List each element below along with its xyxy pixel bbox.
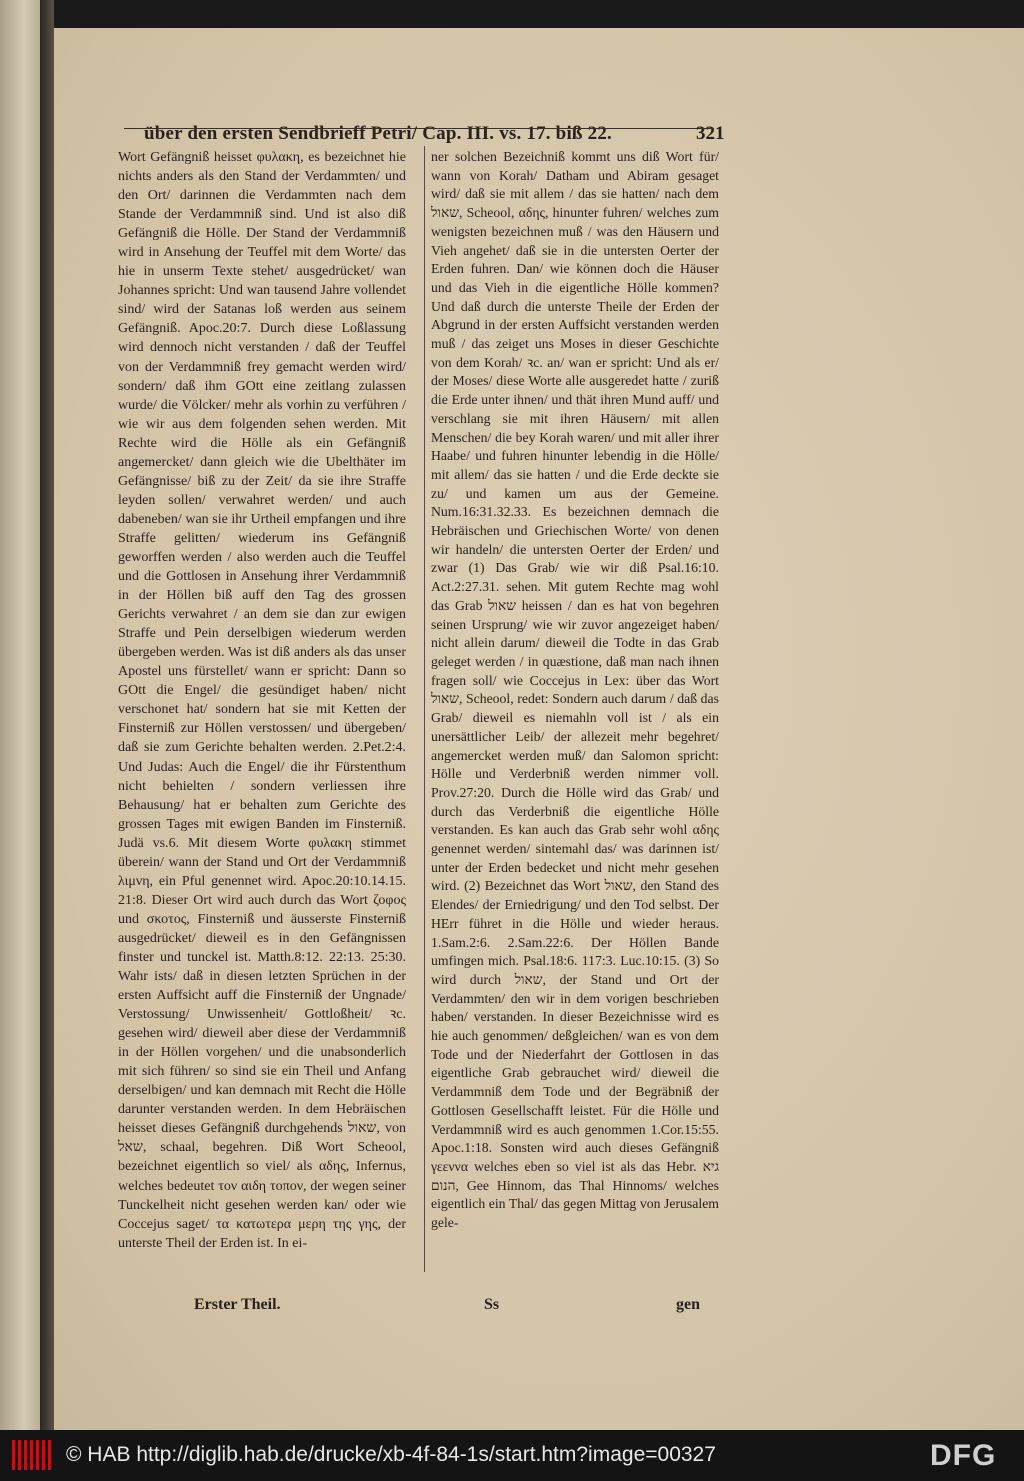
catchword-line xyxy=(54,1296,1024,1320)
catchword-right: gen xyxy=(676,1296,700,1313)
left-column-text: Wort Gefängniß heisset φυλακη, es bezeichnet hie nichts anders als den Stand der Verdammten/ und den Ort/ darinnen die Verdammten nach dem Stande der Verdammniß sind. Und ist also diß Gefängniß die Hölle. Der Stand der Verdammniß wird in Ansehung der Teuffel mit dem Worte/ das hie in unserm Texte stehet/ ausgedrücket/ wan Johannes spricht: Und wan tausend Jahre vollendet sind/ wird der Satanas loß werden aus seinem Gefängniß. Apoc.20:7. Durch diese Loßlassung wird dennoch nicht verstanden / daß der Teuffel von der Verdammniß frey gemacht werden wird/ sondern/ daß ihm GOtt eine zeitlang zulassen wurde/ die Völcker/ mehr als vorhin zu verführen / wie wir aus dem folgenden sehen werden. Mit Rechte wird die Hölle als ein Gefängniß angemercket/ dann gleich wie die Ubelthäter im Gefängnisse/ biß zu der Zeit/ da sie ihre Straffe leyden sollen/ verwahret werden/ und auch dabeneben/ wan sie ihr Urtheil empfangen und ihre Straffe gelitten/ wiederum ins Gefängniß geworffen werden / also werden auch die Teuffel und die Gottlosen in Ansehung ihrer Verdammniß in der Höllen biß auff den Tag des grossen Gerichts verwahret / an dem sie dan zur ewigen Straffe und Pein derselbigen wiederum werden übergeben werden. Was ist diß anders als das unser Apostel uns fürstellet/ wann er spricht: Dann so GOtt die Engel/ die gesündiget haben/ nicht verschonet hat/ sondern hat sie mit Ketten der Finsterniß zur Höllen verstossen/ und übergeben/ daß sie zum Gerichte behalten werden. 2.Pet.2:4. Und Judas: Auch die Engel/ die ihr Fürstenthum nicht behielten / sondern verliessen ihre Behausung/ hat er behalten zum Gerichte des grossen Tages mit ewigen Banden im Finsterniß. Judä vs.6. Mit diesem Worte φυλακη stimmet überein/ wann der Stand und Ort der Verdammniß λιμνη, ein Pful genennet wird. Apoc.20:10.14.15. 21:8. Dieser Ort wird auch durch das Wort ζοφος und σκοτος, Finsterniß und äusserste Finsterniß ausgedrücket/ dieweil es in den Gefängnissen finster und tunckel ist. Matth.8:12. 22:13. 25:30. Wahr ists/ daß in diesen letzten Sprüchen in der ersten Auffsicht auff die Finsterniß der Ungnade/ Verstossung/ Unwissenheit/ Gottloßheit/ ꝛc. gesehen wird/ dieweil aber diese der Verdammniß in der Höllen vorgehen/ und die unabsonderlich mit sich führen/ so sind sie ein Theil und Anfang derselbigen/ und kan demnach mit Recht die Hölle darunter verstanden werden. In dem Hebräischen heisset dieses Gefängniß durchgehends שאול, von שאל, schaal, begehren. Diß Wort Scheool, bezeichnet eigentlich so viel/ als αδης, Infernus, welches bedeutet τον αιδη τοπον, der wegen seiner Tunckelheit nicht gesehen werden kan/ oder wie Coccejus saget/ τα κατωτερα μερη της γης, der unterste Theil der Erden ist. In ei- xyxy=(118,150,406,1251)
dfg-logo: DFG xyxy=(930,1439,997,1472)
left-column xyxy=(118,148,406,1253)
column-divider xyxy=(424,146,425,1272)
signature-mark: Ss xyxy=(484,1296,500,1313)
header-rule xyxy=(124,128,714,129)
library-barcode-icon xyxy=(12,1440,54,1470)
page-number: 321 xyxy=(696,123,725,144)
footer-copyright-link[interactable]: © HAB http://diglib.hab.de/drucke/xb-4f-84-1s/start.htm?image=00327 xyxy=(66,1443,716,1466)
right-column-text: ner solchen Bezeichniß kommt uns diß Wort für/ wann von Korah/ Datham und Abiram gesaget wird/ daß sie mit allem / das sie hatten/ nach dem שאול, Scheool, αδης, hinunter fuhren/ welches zum wenigsten bezeichnen muß / was den Häusern und Vieh angehet/ daß sie in die untersten Oerter der Erden fuhren. Dan/ wie können doch die Häuser und das Vieh in die eigentliche Hölle kommen? Und daß durch die unterste Theile der Erden der Abgrund in der ersten Auffsicht verstanden werden muß / das zeiget uns Moses in dieser Geschichte von dem Korah/ ꝛc. an/ wan er spricht: Und als er/ der Moses/ diese Worte alle ausgeredet hatte / zuriß die Erde unter ihnen/ und thät ihren Mund auff/ und verschlang sie mit ihren Häusern/ mit allen Menschen/ die bey Korah waren/ und mit aller ihrer Haabe/ und fuhren hinunter lebendig in die Hölle/ mit allem/ das sie hatten / und die Erde deckte sie zu/ und kamen um aus der Gemeine. Num.16:31.32.33. Es bezeichnen demnach die Hebräischen und Griechischen Worte/ von denen wir handeln/ die untersten Oerter der Erden/ und zwar (1) Das Grab/ wie wir diß Psal.16:10. Act.2:27.31. sehen. Mit gutem Rechte mag wohl das Grab שאול heissen / dan es hat von begehren seinen Ursprung/ wie wir zuvor angezeiget haben/ nicht allein darum/ dieweil die Todte in das Grab geleget werden / in quæstione, daß man nach ihnen fragen soll/ wie Coccejus in Lex: über das Wort שאול, Scheool, redet: Sondern auch darum / daß das Grab/ dieweil es niemahln voll ist / als ein unersättlicher Leib/ der allezeit mehr begehret/ angemercket werden muß/ dan Salomon spricht: Hölle und Verderbniß werden nimmer voll. Prov.27:20. Durch die Hölle wird das Grab/ und durch das Verderbniß die eigentliche Hölle verstanden. Es kan auch das Grab sehr wohl αδης genennet werden/ sintemahl das/ was darinnen ist/ unter der Erden bedecket und nicht mehr gesehen wird. (2) Bezeichnet das Wort שאול, den Stand des Elendes/ der Erniedrigung/ und den Tod selbst. Der HErr führet in die Hölle und wieder heraus. 1.Sam.2:6. 2.Sam.22:6. Der Höllen Bande umfingen mich. Psal.18:6. 117:3. Luc.10:15. (3) So wird durch שאול, der Stand und Ort der Verdammten/ den wir in dem vorigen beschrieben haben/ verstanden. In dieser Bezeichnisse wird es hie auch genommen/ deßgleichen/ wan es von dem Tode und der Niederfahrt der Gottlosen in das eigentliche Grab gebrauchet wird/ dieweil die Verdammniß dem Tode und der Begräbniß der Gottlosen Gesellschafft leistet. Für die Hölle und Verdammniß wird es auch genommen 1.Cor.15:55. Apoc.1:18. Sonsten wird auch dieses Gefängniß γεεννα welches eben so viel ist als das Hebr. גיא הנום, Gee Hinnom, das Thal Hinnoms/ welches eigentlich ein Thal/ das gegen Mittag von Jerusalem gele- xyxy=(431,149,719,1231)
right-column xyxy=(431,148,719,1233)
previous-page-edge xyxy=(0,0,40,1430)
footer-bar xyxy=(0,1430,1024,1481)
catchword-left: Erster Theil. xyxy=(194,1296,281,1313)
book-gutter xyxy=(40,0,54,1430)
running-title: über den ersten Sendbrieff Petri/ Cap. III. vs. 17. biß 22. xyxy=(144,123,612,144)
